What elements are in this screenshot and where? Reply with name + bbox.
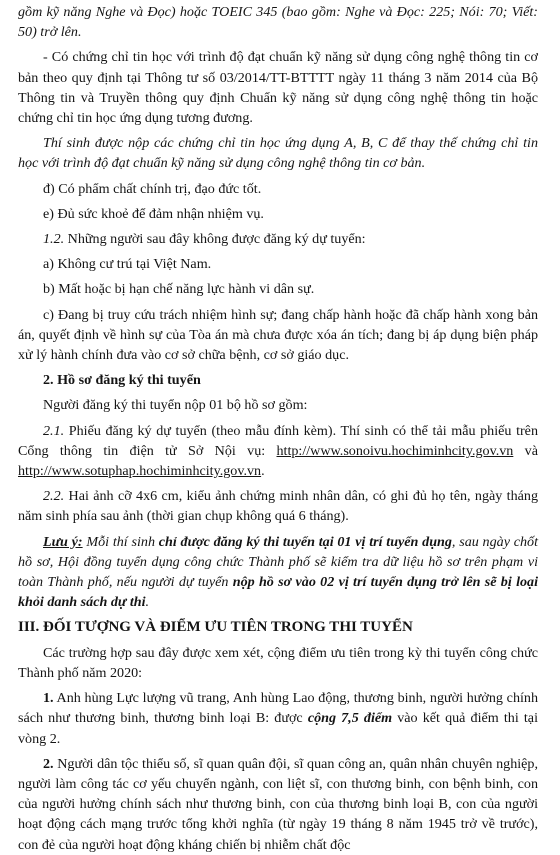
section-number: 2.1. <box>43 422 65 439</box>
text-run: Các trường hợp sau đây được xem xét, cộng điểm ưu tiên trong kỳ thi tuyển công chức Thành phố năm 2020: <box>18 644 538 681</box>
dossier-item-2-1 <box>18 421 538 482</box>
note-label: Lưu ý: <box>43 533 83 550</box>
it-certificate-substitution-note <box>18 133 538 173</box>
item-number: 2. <box>43 755 54 772</box>
text-run: c) Đang bị truy cứu trách nhiệm hình sự; đang chấp hành hoặc đã chấp hành xong bản án, quyết định về hình sự của Tòa án mà chưa được xóa án tích; đang bị áp dụng biện pháp xử lý hành chính đưa vào cơ sở chữa bệnh, cơ sở giáo dục. <box>18 306 538 364</box>
emphasis-run: nộp hồ sơ vào 02 vị trí tuyển dụng trở lên sẽ bị loại khỏi danh sách dự thi <box>18 574 539 611</box>
text-run: a) Không cư trú tại Việt Nam. <box>43 256 212 273</box>
section-iii-heading <box>18 617 538 637</box>
priority-item-1 <box>18 688 538 749</box>
text-run: Anh hùng Lực lượng vũ trang, Anh hùng Lao động, thương binh, người hưởng chính sách như thương binh, thương binh loại B: được <box>18 690 538 727</box>
sonoivu-link[interactable]: http://www.sonoivu.hochiminhcity.gov.vn <box>276 442 514 459</box>
emphasis-run: cộng 7,5 điểm <box>307 710 393 727</box>
text-run: e) Đủ sức khoẻ để đảm nhận nhiệm vụ. <box>43 205 264 222</box>
text-run: Hai ảnh cỡ 4x6 cm, kiểu ảnh chứng minh nhân dân, có ghi đủ họ tên, ngày tháng năm sinh phía sau ảnh (thời gian chụp không quá 6 tháng). <box>18 488 538 525</box>
exclusion-residency <box>18 254 538 274</box>
section-1-2-heading <box>18 229 538 249</box>
requirement-ethics <box>18 179 538 199</box>
section-number: 2.2. <box>43 488 65 505</box>
text-run: gồm kỹ năng Nghe và Đọc) hoặc TOEIC 345 (bao gồm: Nghe và Đọc: 225; Nói: 70; Viết: 50) trở lên. <box>18 4 538 41</box>
text-run: b) Mất hoặc bị hạn chế năng lực hành vi dân sự. <box>43 281 315 298</box>
text-run: 2. Hồ sơ đăng ký thi tuyển <box>43 372 201 389</box>
text-run: Thí sinh được nộp các chứng chỉ tin học ứng dụng A, B, C để thay thế chứng chỉ tin học với trình độ đạt chuẩn kỹ năng sử dụng công nghệ thông tin cơ bản. <box>18 135 538 172</box>
registration-note <box>18 532 538 613</box>
text-run: Người dân tộc thiểu số, sĩ quan quân đội, sĩ quan công an, quân nhân chuyên nghiệp, người làm công tác cơ yếu chuyển ngành, con liệt sĩ, con thương binh, con bệnh binh, con của người hưởng chính sách như thương binh, con của thương binh loại B, con của người hoạt động cách mạng trước tổng khởi nghĩa (từ ngày 19 tháng 8 năm 1945 trở về trước), con đẻ của người hoạt động kháng chiến bị nhiễm chất độc <box>18 755 538 853</box>
dossier-item-2-2 <box>18 486 538 526</box>
text-run: III. ĐỐI TƯỢNG VÀ ĐIỂM ƯU TIÊN TRONG THI TUYỂN <box>18 619 413 636</box>
text-run: Phiếu đăng ký dự tuyển (theo mẫu đính kèm). Thí sinh có thể tải mẫu phiếu trên Cổng thông tin điện tử Sở Nội vụ: <box>18 422 538 459</box>
priority-item-2 <box>18 754 538 855</box>
text-run: Người đăng ký thi tuyển nộp 01 bộ hồ sơ gồm: <box>43 397 308 414</box>
exclusion-criminal <box>18 305 538 366</box>
text-run: đ) Có phẩm chất chính trị, đạo đức tốt. <box>43 180 262 197</box>
section-number: 1.2. <box>43 231 65 248</box>
text-run: - Có chứng chỉ tin học với trình độ đạt chuẩn kỹ năng sử dụng công nghệ thông tin cơ bản theo quy định tại Thông tư số 03/2014/TT-BTTTT ngày 11 tháng 3 năm 2014 của Bộ Thông tin và Truyền thông quy định Chuẩn kỹ năng sử dụng công nghệ thông tin hoặc chứng chỉ tin học ứng dụng tương đương. <box>18 49 538 127</box>
item-number: 1. <box>43 690 54 707</box>
it-certificate-requirement <box>18 47 538 128</box>
text-run: Những người sau đây không được đăng ký dự tuyển: <box>64 231 366 248</box>
text-run: vào kết quả điểm thi tại vòng 2. <box>18 710 538 747</box>
english-requirement-continuation <box>18 2 538 42</box>
text-run: , sau ngày chốt hồ sơ, Hội đồng tuyển dụng công chức Thành phố sẽ kiểm tra dữ liệu hồ sơ trên phạm vi toàn Thành phố, nếu người dự tuyển <box>18 533 538 591</box>
sotuphap-link[interactable]: http://www.sotuphap.hochiminhcity.gov.vn <box>18 463 262 480</box>
requirement-health <box>18 204 538 224</box>
text-run: . <box>261 463 265 480</box>
text-run: Mỗi thí sinh <box>82 533 159 550</box>
section-2-heading <box>18 370 538 390</box>
exclusion-civil-capacity <box>18 279 538 299</box>
text-run: . <box>145 594 150 611</box>
text-run: và <box>513 442 538 459</box>
emphasis-run: chỉ được đăng ký thi tuyển tại 01 vị trí tuyển dụng <box>158 533 452 550</box>
priority-intro <box>18 643 538 683</box>
dossier-intro <box>18 395 538 415</box>
